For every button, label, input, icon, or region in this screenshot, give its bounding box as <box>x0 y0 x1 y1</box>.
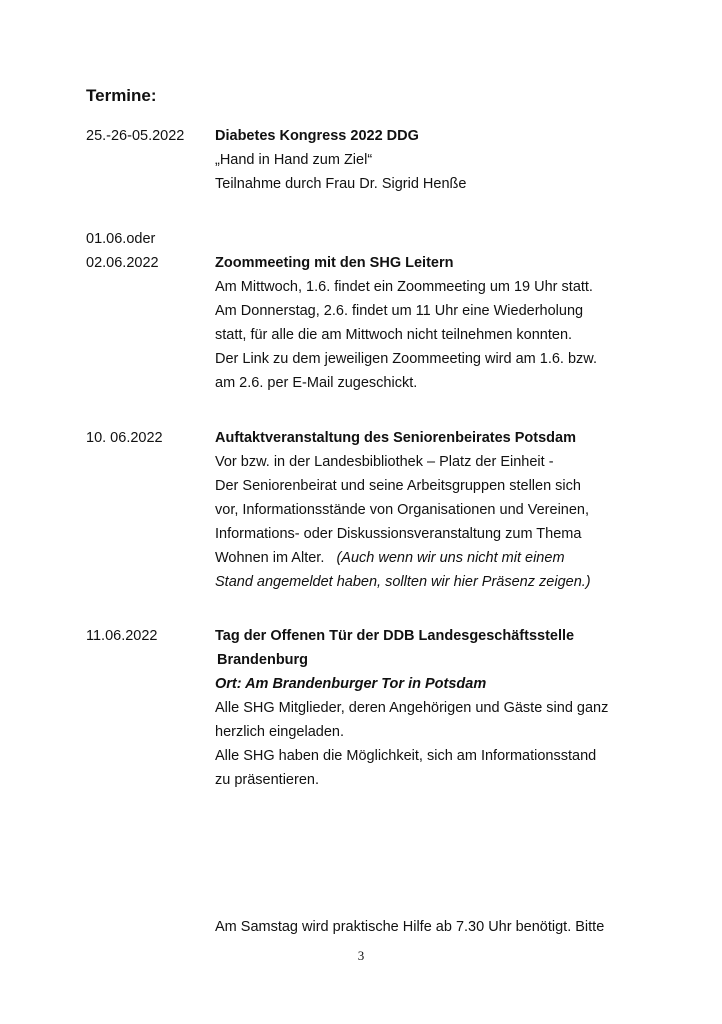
event-tag-der-offenen-tuer <box>215 624 655 792</box>
event-line: zu präsentieren. <box>215 772 319 788</box>
event-line: Teilnahme durch Frau Dr. Sigrid Henße <box>215 176 467 192</box>
event-line: Am Donnerstag, 2.6. findet um 11 Uhr eine Wiederholung <box>215 303 584 319</box>
event-date <box>86 227 159 275</box>
event-zoommeeting <box>215 251 655 395</box>
event-title: Zoommeeting mit den SHG Leitern <box>215 255 454 271</box>
event-line: Am Mittwoch, 1.6. findet ein Zoommeeting um 19 Uhr statt. <box>215 279 593 295</box>
event-line: statt, für alle die am Mittwoch nicht teilnehmen konnten. <box>215 327 573 343</box>
event-line: am 2.6. per E-Mail zugeschickt. <box>215 375 418 391</box>
event-line: herzlich eingeladen. <box>215 724 344 740</box>
event-note: (Auch wenn wir uns nicht mit einem <box>336 550 565 566</box>
event-diabetes-kongress <box>215 124 655 196</box>
event-line: Alle SHG Mitglieder, deren Angehörigen und Gäste sind ganz <box>215 700 609 716</box>
event-seniorenbeirat <box>215 426 655 594</box>
date-line: 02.06.2022 <box>86 255 159 271</box>
event-date <box>86 426 163 450</box>
event-line: Der Seniorenbeirat und seine Arbeitsgruppen stellen sich <box>215 478 581 494</box>
event-line: vor, Informationsstände von Organisationen und Vereinen, <box>215 502 590 518</box>
page-number: 3 <box>357 948 365 963</box>
date-line: 01.06.oder <box>86 231 156 247</box>
event-date <box>86 624 158 648</box>
event-line-text: Wohnen im Alter. <box>215 550 325 566</box>
event-line: Alle SHG haben die Möglichkeit, sich am Informationsstand <box>215 748 597 764</box>
date-line: 10. 06.2022 <box>86 430 163 446</box>
footer-line: Am Samstag wird praktische Hilfe ab 7.30 Uhr benötigt. Bitte <box>215 919 605 935</box>
page-heading: Termine: <box>86 86 157 105</box>
event-line: Der Link zu dem jeweiligen Zoommeeting wird am 1.6. bzw. <box>215 351 597 367</box>
date-line: 11.06.2022 <box>86 628 158 644</box>
event-location: Ort: Am Brandenburger Tor in Potsdam <box>215 676 487 692</box>
event-date <box>86 124 184 148</box>
event-title: Brandenburg <box>217 652 309 668</box>
event-line: Informations- oder Diskussionsveranstaltung zum Thema <box>215 526 582 542</box>
event-line: Vor bzw. in der Landesbibliothek – Platz der Einheit - <box>215 454 554 470</box>
date-line: 25.-26-05.2022 <box>86 128 185 144</box>
event-title: Tag der Offenen Tür der DDB Landesgeschäftsstelle <box>215 628 575 644</box>
event-line: „Hand in Hand zum Ziel“ <box>215 152 373 168</box>
event-title: Auftaktveranstaltung des Seniorenbeirates Potsdam <box>215 430 576 446</box>
event-line-with-note <box>215 546 655 570</box>
event-note: Stand angemeldet haben, sollten wir hier Präsenz zeigen.) <box>215 574 591 590</box>
event-title: Diabetes Kongress 2022 DDG <box>215 128 419 144</box>
footer-paragraph <box>215 915 655 939</box>
